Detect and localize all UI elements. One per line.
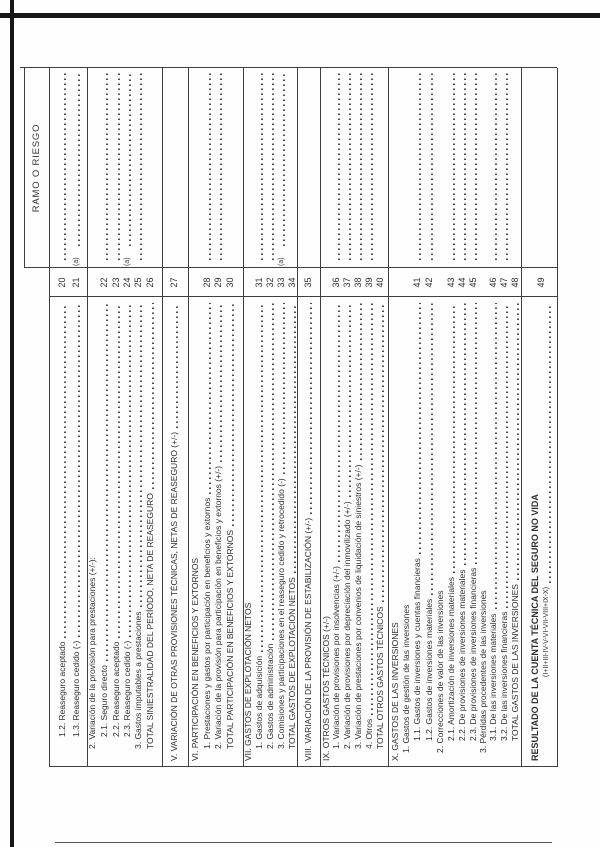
leader-dots bbox=[431, 303, 433, 595]
row-label: 1. Gastos de gestión de las inversiones bbox=[401, 604, 411, 753]
row-number: 36 bbox=[331, 277, 341, 288]
row-number: 46 bbox=[488, 277, 498, 288]
row-number: 23 bbox=[111, 277, 121, 288]
row-label: 1.2. Reaseguro aceptado bbox=[57, 641, 67, 737]
entry-dotted-line bbox=[495, 71, 497, 260]
leader-dots bbox=[118, 303, 120, 638]
row-number: 42 bbox=[424, 277, 434, 288]
entry-dotted-line bbox=[371, 71, 373, 260]
row-label: TOTAL SINIESTRALIDAD DEL PERÍODO, NETA DE REASEGURO bbox=[145, 493, 155, 749]
row-label: (I+II+III-IV-V-VI-VII-VIII+IX-X) bbox=[543, 586, 550, 677]
form-row bbox=[168, 0, 180, 847]
row-label-wrap bbox=[98, 301, 110, 737]
row-number: 26 bbox=[145, 277, 155, 288]
row-number: 28 bbox=[202, 277, 212, 288]
leader-dots bbox=[517, 303, 519, 580]
row-label: 3.2. De las inversiones financieras bbox=[499, 611, 509, 741]
row-label-wrap bbox=[509, 301, 521, 741]
row-number: 33 bbox=[276, 277, 286, 288]
table-top-border bbox=[49, 68, 50, 767]
row-label-wrap bbox=[224, 301, 236, 749]
separator-line bbox=[162, 68, 163, 767]
row-label: 1.2. Gastos de inversiones materiales bbox=[424, 598, 434, 741]
row-label: 2.3. De provisiones de inversiones financieras bbox=[468, 567, 478, 741]
row-number: 37 bbox=[342, 277, 352, 288]
footnote-mark: (a) bbox=[278, 257, 285, 266]
separator-line bbox=[521, 68, 522, 767]
leader-dots bbox=[382, 303, 384, 602]
entry-dotted-line bbox=[272, 71, 274, 260]
row-label: IX. OTROS GASTOS TÉCNICOS (+/-) bbox=[321, 616, 331, 761]
row-label: VII. GASTOS DE EXPLOTACIÓN NETOS bbox=[243, 602, 253, 761]
row-number: 49 bbox=[536, 277, 546, 288]
row-label-wrap bbox=[189, 301, 201, 761]
row-label-wrap bbox=[529, 301, 541, 761]
form-row bbox=[189, 0, 201, 847]
row-number: 40 bbox=[375, 277, 385, 288]
row-number: 22 bbox=[99, 277, 109, 288]
row-label: 1.3. Reaseguro cedido (-) bbox=[71, 640, 81, 737]
row-label-wrap bbox=[411, 301, 423, 741]
row-label: 3. Pérdidas procedentes de las inversiones bbox=[478, 590, 488, 753]
row-label: 2. Variación de la provisión para prestaciones (+/-): bbox=[87, 557, 97, 749]
leader-dots bbox=[371, 303, 373, 715]
separator-line bbox=[188, 68, 189, 767]
row-label: 2. Variación de la provisión para participación en beneficios y extornos (+/-) bbox=[213, 465, 223, 749]
leader-dots bbox=[106, 303, 108, 661]
row-number: 24 bbox=[122, 277, 132, 288]
row-label: 1. Gastos de adquisición bbox=[254, 655, 264, 749]
row-number: 38 bbox=[353, 277, 363, 288]
row-label-wrap bbox=[168, 301, 180, 761]
entry-dotted-line bbox=[140, 71, 142, 260]
form-row bbox=[132, 0, 144, 847]
entry-dotted-line bbox=[419, 71, 421, 260]
row-number: 31 bbox=[254, 277, 264, 288]
row-label: 2. Gastos de administración bbox=[265, 643, 275, 749]
entry-dotted-line bbox=[360, 71, 362, 260]
leader-dots bbox=[209, 303, 211, 494]
row-label-wrap bbox=[144, 301, 156, 749]
row-number: 20 bbox=[57, 277, 67, 288]
leader-dots bbox=[464, 303, 466, 565]
leader-dots bbox=[495, 303, 497, 609]
leader-dots bbox=[220, 303, 222, 462]
leader-dots bbox=[272, 303, 274, 640]
row-label-wrap bbox=[302, 301, 314, 761]
row-number: 39 bbox=[364, 277, 374, 288]
form-row bbox=[70, 0, 82, 847]
leader-dots bbox=[419, 303, 421, 554]
row-label: TOTAL GASTOS DE LAS INVERSIONES bbox=[510, 584, 520, 741]
entry-dotted-line bbox=[261, 71, 263, 260]
row-label: V. VARIACIÓN DE OTRAS PROVISIONES TÉCNICAS, NETAS DE REASEGURO (+/-) bbox=[169, 431, 179, 761]
leader-dots bbox=[140, 303, 142, 608]
row-label: 1. Variación de provisiones por insolvencias (+/-) bbox=[331, 566, 341, 749]
separator-line bbox=[297, 68, 298, 767]
leader-dots bbox=[176, 303, 178, 428]
entry-dotted-line bbox=[78, 71, 80, 246]
row-number: 35 bbox=[303, 277, 313, 288]
separator-line bbox=[243, 68, 244, 767]
form-row bbox=[212, 0, 224, 847]
row-label-wrap bbox=[70, 301, 82, 737]
row-number: 48 bbox=[510, 277, 520, 288]
entry-dotted-line bbox=[453, 71, 455, 260]
form-row bbox=[374, 0, 386, 847]
separator-line bbox=[87, 68, 88, 767]
row-label-wrap bbox=[541, 301, 553, 677]
separator-line bbox=[320, 68, 321, 767]
row-label: 2. Variación de provisiones por depreciación del inmovilizado (+/-) bbox=[342, 501, 352, 749]
row-label: 2.1. Amortización de inversiones materiales bbox=[446, 577, 456, 741]
form-row bbox=[529, 0, 541, 847]
form-row bbox=[411, 0, 423, 847]
row-label: TOTAL OTROS GASTOS TÉCNICOS bbox=[375, 606, 385, 749]
row-label-wrap bbox=[132, 301, 144, 749]
row-number: 43 bbox=[446, 277, 456, 288]
entry-dotted-line bbox=[220, 71, 222, 260]
entry-dotted-line bbox=[506, 71, 508, 260]
form-row bbox=[98, 0, 110, 847]
leader-dots bbox=[283, 303, 285, 474]
leader-dots bbox=[294, 303, 296, 573]
row-label: 2. Correcciones de valor de las inversiones bbox=[435, 590, 445, 753]
row-label: 3. Gastos imputables a prestaciones bbox=[133, 611, 143, 749]
entry-dotted-line bbox=[431, 71, 433, 260]
entry-dotted-line bbox=[338, 71, 340, 260]
row-label: TOTAL PARTICIPACIÓN EN BENEFICIOS Y EXTORNOS bbox=[225, 529, 235, 749]
leader-dots bbox=[453, 303, 455, 573]
row-label: 2.1. Seguro directo bbox=[99, 665, 109, 737]
row-label: 2.2. Reaseguro aceptado bbox=[111, 641, 121, 737]
row-label: VIII. VARIACIÓN DE LA PROVISIÓN DE ESTABILIZACIÓN (+/-) bbox=[303, 517, 313, 761]
row-number: 41 bbox=[412, 277, 422, 288]
row-label: 3. Comisiones y participaciones en el reaseguro cedido y retrocedido (-) bbox=[276, 478, 286, 749]
separator-line bbox=[388, 68, 389, 767]
footnote-mark: (a) bbox=[73, 257, 80, 266]
leader-dots bbox=[232, 303, 234, 526]
column-header-label: RAMO O RIESGO bbox=[31, 123, 42, 213]
leader-dots bbox=[506, 303, 508, 608]
row-label: X. GASTOS DE LAS INVERSIONES bbox=[390, 622, 400, 761]
row-label: 2.3. Reaseguro cedido (-) bbox=[122, 640, 132, 737]
column-header-box bbox=[24, 68, 49, 268]
row-number: 21 bbox=[71, 277, 81, 288]
leader-dots bbox=[349, 303, 351, 497]
footnote-mark: (a) bbox=[124, 257, 131, 266]
row-label: 3.1. De las inversiones materiales bbox=[488, 613, 498, 741]
entry-dotted-line bbox=[209, 71, 211, 260]
leader-dots bbox=[549, 303, 551, 583]
row-label: 1.1. Gastos de inversiones y cuentas financieras bbox=[412, 558, 422, 741]
row-label: 4. Otros bbox=[364, 718, 374, 749]
entry-dotted-line bbox=[283, 71, 285, 246]
scan-edge-artifact-top bbox=[10, 0, 14, 847]
row-label: 3. Variación de prestaciones por convenios de liquidación de siniestros (+/-) bbox=[353, 464, 363, 749]
form-row bbox=[509, 0, 521, 847]
row-label: RESULTADO DE LA CUENTA TÉCNICA DEL SEGURO NO VIDA bbox=[530, 494, 540, 761]
leader-dots bbox=[310, 303, 312, 514]
entry-dotted-line bbox=[106, 71, 108, 260]
table-bottom-border bbox=[557, 68, 558, 767]
leader-dots bbox=[129, 303, 131, 637]
entry-dotted-line bbox=[64, 71, 66, 260]
entry-dotted-line bbox=[118, 71, 120, 260]
row-label-wrap bbox=[374, 301, 386, 749]
row-number: 45 bbox=[468, 277, 478, 288]
row-number: 29 bbox=[213, 277, 223, 288]
form-row bbox=[224, 0, 236, 847]
row-label: VI. PARTICIPACIÓN EN BENEFICIOS Y EXTORNOS bbox=[190, 557, 200, 761]
form-row bbox=[56, 0, 68, 847]
entry-dotted-line bbox=[129, 71, 131, 246]
entry-dotted-line bbox=[349, 71, 351, 260]
row-number: 25 bbox=[133, 277, 143, 288]
leader-dots bbox=[360, 303, 362, 460]
leader-dots bbox=[64, 303, 66, 638]
row-number: 30 bbox=[225, 277, 235, 288]
leader-dots bbox=[78, 303, 80, 637]
form-row bbox=[144, 0, 156, 847]
row-number: 44 bbox=[457, 277, 467, 288]
row-number: 34 bbox=[287, 277, 297, 288]
form-row bbox=[536, 0, 553, 847]
row-number: 27 bbox=[169, 277, 179, 288]
row-number: 32 bbox=[265, 277, 275, 288]
entry-dotted-line bbox=[464, 71, 466, 260]
leader-dots bbox=[338, 303, 340, 562]
row-number: 47 bbox=[499, 277, 509, 288]
row-label: 1. Prestaciones y gastos por participación en beneficios y extornos bbox=[202, 497, 212, 749]
row-label-wrap bbox=[212, 301, 224, 749]
row-label: TOTAL GASTOS DE EXPLOTACIÓN NETOS bbox=[287, 577, 297, 749]
row-label-wrap bbox=[56, 301, 68, 737]
row-label: 2.2. De provisiones de inversiones materiales bbox=[457, 569, 467, 741]
form-row bbox=[302, 0, 314, 847]
leader-dots bbox=[152, 303, 154, 489]
leader-dots bbox=[261, 303, 263, 652]
